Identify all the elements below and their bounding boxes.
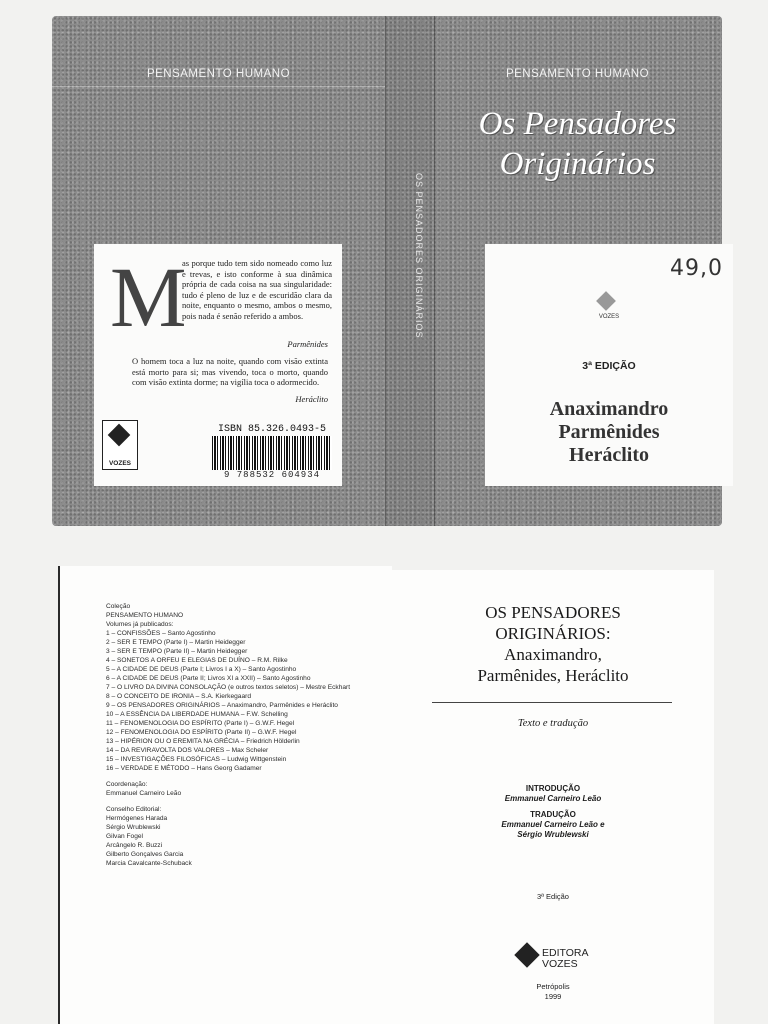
author-anaximandro: Anaximandro [549,398,669,420]
cover-title [433,104,722,184]
publication-city: Petrópolis [536,982,570,991]
credits [392,784,714,840]
colophon-line: 12 – FENOMENOLOGIA DO ESPÍRITO (Parte II) – G.W.F. Hegel [106,729,297,736]
book-cover-scan [52,16,722,526]
colophon-line: Coleção [106,603,131,610]
back-quote-panel [94,244,342,486]
vozes-diamond-icon [108,424,131,447]
colophon-line: 16 – VERDADE E MÉTODO – Hans Georg Gadamer [106,765,262,772]
title-line-2: ORIGINÁRIOS: [495,624,611,643]
isbn: ISBN 85.326.0493-5 [218,424,327,435]
colophon-line: 14 – DA REVIRAVOLTA DOS VALORES – Max Scheler [106,747,269,754]
edition-label: 3ª EDIÇÃO [582,360,636,372]
colophon-line: 13 – HIPÉRION OU O EREMITA NA GRÉCIA – Friedrich Hölderlin [106,738,300,745]
cover-front [433,16,722,526]
collection-colophon [106,602,386,868]
series-label-back: PENSAMENTO HUMANO [146,68,291,80]
barcode-digits: 9 788532 604934 [223,470,320,480]
title-page-title [392,602,714,686]
vozes-logo [102,420,138,470]
council-member: Arcângelo R. Buzzi [106,842,163,849]
drop-cap: M [110,249,187,345]
title-line-4: Parmênides, Heráclito [477,666,629,685]
title-line-3: Anaximandro, [504,645,602,664]
colophon-line: 15 – INVESTIGAÇÕES FILOSÓFICAS – Ludwig Wittgenstein [106,756,287,763]
colophon-line: 8 – O CONCEITO DE IRONIA – S.A. Kierkegaard [106,693,251,700]
colophon-line: 2 – SER E TEMPO (Parte I) – Martin Heidegger [106,639,246,646]
editora-vozes-logo-icon [514,942,539,967]
cover-title-line1: Os Pensadores [478,106,677,142]
vozes-logo-text: VOZES [108,460,132,467]
title-line-1: OS PENSADORES [485,603,621,622]
colophon-line: 10 – A ESSÊNCIA DA LIBERDADE HUMANA – F.W. Schelling [106,711,288,718]
parmenides-quote: as porque tudo tem sido nomeado como luz e trevas, e isto conforme à sua dinâmica própria de cada coisa na sua singularidade: tudo é pleno de luz e de escuridão clara da noite, enquanto o mesmo, ambos o mesmo, pois nada é senão referido a ambos. [182,258,332,321]
publisher-line-1: EDITORA [542,947,589,959]
quote-author-heraclitus: Heráclito [295,394,328,404]
front-panel [485,244,733,486]
colophon-line: PENSAMENTO HUMANO [106,612,184,619]
author-heraclito: Heráclito [569,444,649,466]
vozes-small-label: VOZES [598,314,620,320]
intro-label: INTRODUÇÃO [525,784,581,793]
council-member: Sérgio Wrublewski [106,824,161,831]
council-member: Marcia Cavalcante-Schuback [106,860,192,867]
colophon-line: 9 – OS PENSADORES ORIGINÁRIOS – Anaximandro, Parmênides e Heráclito [106,702,338,709]
cover-back [52,16,385,526]
edition-number: 3ª Edição [537,892,569,901]
barcode [212,436,332,470]
colophon-line: 11 – FENOMENOLOGIA DO ESPÍRITO (Parte I) – G.W.F. Hegel [106,720,295,727]
series-label-front: PENSAMENTO HUMANO [505,68,650,80]
coordination-name: Emmanuel Carneiro Leão [106,790,182,797]
publisher-name [542,948,588,970]
publication-year: 1999 [544,992,562,1001]
colophon-line: 3 – SER E TEMPO (Parte II) – Martin Heidegger [106,648,248,655]
title-page [392,570,714,1024]
colophon-line: 7 – O LIVRO DA DIVINA CONSOLAÇÃO (e outros textos seletos) – Mestre Eckhart [106,684,351,691]
colophon-line: 1 – CONFISSÕES – Santo Agostinho [106,630,216,637]
vozes-small-logo-icon [596,291,616,311]
handwritten-price: 49,0 [670,256,723,281]
publisher-line-2: VOZES [542,958,578,970]
council-member: Hermógenes Harada [106,815,168,822]
colophon-line: 5 – A CIDADE DE DEUS (Parte I; Livros I a X) – Santo Agostinho [106,666,297,673]
left-page [58,566,392,1024]
author-list [485,398,733,467]
translation-name-1: Emmanuel Carneiro Leão e [501,820,605,829]
cover-spine [385,16,435,526]
heraclitus-quote: O homem toca a luz na noite, quando com visão extinta está morto para si; mas vivendo, toca o morto, quando com visão extinta dorme; na vigília toca o adormecido. [132,356,328,387]
coordination-label: Coordenação: [106,781,148,788]
subtitle: Texto e tradução [517,718,589,729]
colophon-line: 4 – SONETOS A ORFEU E ELEGIAS DE DUÍNO – R.M. Rilke [106,657,288,664]
author-parmenides: Parmênides [558,421,660,443]
colophon-line: Volumes já publicados: [106,621,174,628]
quote-author-parmenides: Parmênides [287,339,328,349]
council-member: Gilberto Gonçalves Garcia [106,851,184,858]
series-rule [52,86,385,87]
title-rule [432,702,672,703]
cover-title-line2: Originários [499,146,656,182]
translation-label: TRADUÇÃO [530,810,576,819]
colophon-line: 6 – A CIDADE DE DEUS (Parte II; Livros XI a XXII) – Santo Agostinho [106,675,311,682]
translation-name-2: Sérgio Wrublewski [517,830,589,839]
intro-name: Emmanuel Carneiro Leão [504,794,602,803]
council-member: Gilvan Fogel [106,833,144,840]
spine-title: OS PENSADORES ORIGINÁRIOS [414,173,424,339]
imprint [392,982,714,1002]
council-label: Conselho Editorial: [106,806,162,813]
